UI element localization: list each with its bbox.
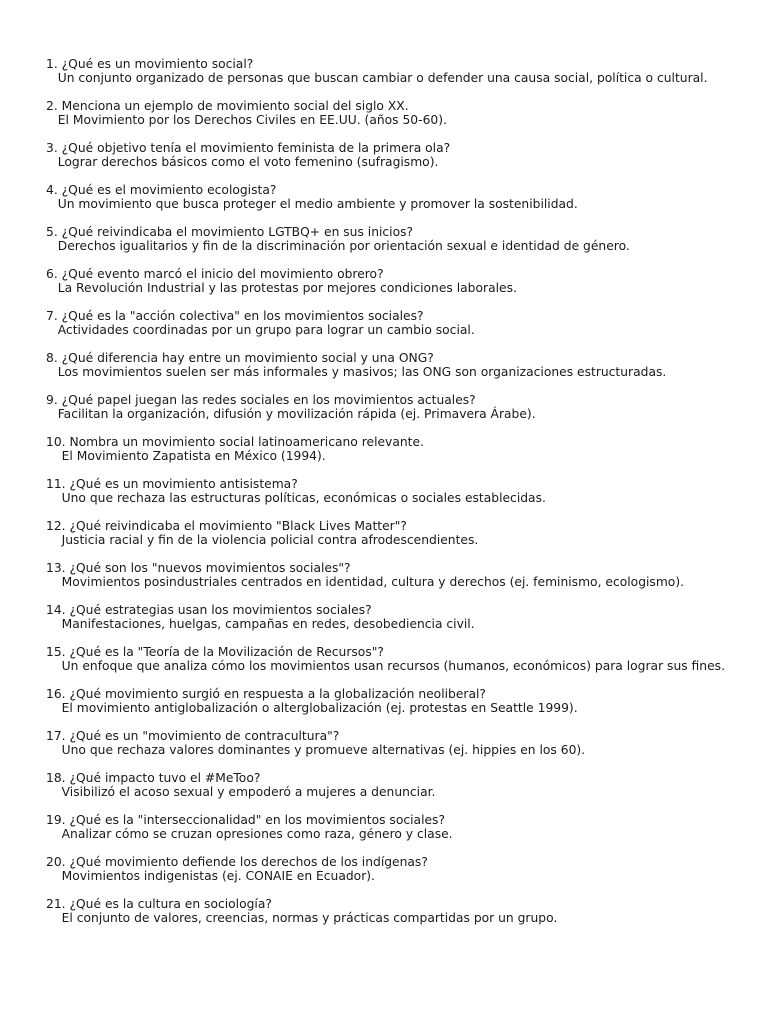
question-text: 1. ¿Qué es un movimiento social?	[46, 57, 254, 71]
qa-item-21	[46, 897, 726, 925]
qa-item-15	[46, 645, 726, 673]
question-text: 14. ¿Qué estrategias usan los movimientos sociales?	[46, 603, 372, 617]
question-text: 7. ¿Qué es la "acción colectiva" en los movimientos sociales?	[46, 309, 424, 323]
question-text: 6. ¿Qué evento marcó el inicio del movimiento obrero?	[46, 267, 384, 281]
answer-text: Uno que rechaza las estructuras políticas, económicas o sociales establecidas.	[46, 491, 546, 506]
question-text: 5. ¿Qué reivindicaba el movimiento LGTBQ+ en sus inicios?	[46, 225, 414, 239]
qa-item-2	[46, 99, 726, 127]
answer-text: Actividades coordinadas por un grupo para lograr un cambio social.	[46, 323, 475, 338]
question-text: 3. ¿Qué objetivo tenía el movimiento feminista de la primera ola?	[46, 141, 451, 155]
question-text: 20. ¿Qué movimiento defiende los derechos de los indígenas?	[46, 855, 428, 869]
qa-item-19	[46, 813, 726, 841]
qa-item-20	[46, 855, 726, 883]
answer-text: Facilitan la organización, difusión y movilización rápida (ej. Primavera Árabe).	[46, 407, 536, 422]
qa-item-18	[46, 771, 726, 799]
qa-item-8	[46, 351, 726, 379]
answer-text: El Movimiento Zapatista en México (1994).	[46, 449, 326, 464]
qa-item-3	[46, 141, 726, 169]
answer-text: Justicia racial y fin de la violencia policial contra afrodescendientes.	[46, 533, 479, 548]
answer-text: Los movimientos suelen ser más informales y masivos; las ONG son organizaciones estructuradas.	[46, 365, 667, 380]
answer-text: Lograr derechos básicos como el voto femenino (sufragismo).	[46, 155, 439, 170]
answer-text: Uno que rechaza valores dominantes y promueve alternativas (ej. hippies en los 60).	[46, 743, 586, 758]
qa-item-14	[46, 603, 726, 631]
question-text: 11. ¿Qué es un movimiento antisistema?	[46, 477, 298, 491]
answer-text: Derechos igualitarios y fin de la discriminación por orientación sexual e identidad de género.	[46, 239, 630, 254]
question-text: 15. ¿Qué es la "Teoría de la Movilización de Recursos"?	[46, 645, 384, 659]
qa-item-4	[46, 183, 726, 211]
answer-text: Analizar cómo se cruzan opresiones como raza, género y clase.	[46, 827, 453, 842]
question-text: 19. ¿Qué es la "interseccionalidad" en los movimientos sociales?	[46, 813, 445, 827]
qa-item-1	[46, 57, 726, 85]
answer-text: Manifestaciones, huelgas, campañas en redes, desobediencia civil.	[46, 617, 475, 632]
document-page	[46, 57, 726, 939]
qa-item-6	[46, 267, 726, 295]
question-text: 18. ¿Qué impacto tuvo el #MeToo?	[46, 771, 261, 785]
answer-text: La Revolución Industrial y las protestas por mejores condiciones laborales.	[46, 281, 517, 296]
answer-text: El movimiento antiglobalización o alterglobalización (ej. protestas en Seattle 1999).	[46, 701, 578, 716]
answer-text: El conjunto de valores, creencias, normas y prácticas compartidas por un grupo.	[46, 911, 558, 926]
answer-text: Visibilizó el acoso sexual y empoderó a mujeres a denunciar.	[46, 785, 436, 800]
question-text: 9. ¿Qué papel juegan las redes sociales en los movimientos actuales?	[46, 393, 476, 407]
question-text: 17. ¿Qué es un "movimiento de contracultura"?	[46, 729, 340, 743]
qa-item-7	[46, 309, 726, 337]
qa-item-16	[46, 687, 726, 715]
question-text: 4. ¿Qué es el movimiento ecologista?	[46, 183, 277, 197]
question-text: 13. ¿Qué son los "nuevos movimientos sociales"?	[46, 561, 351, 575]
qa-item-11	[46, 477, 726, 505]
qa-item-17	[46, 729, 726, 757]
qa-item-12	[46, 519, 726, 547]
qa-item-10	[46, 435, 726, 463]
question-text: 8. ¿Qué diferencia hay entre un movimiento social y una ONG?	[46, 351, 434, 365]
qa-item-5	[46, 225, 726, 253]
answer-text: Un conjunto organizado de personas que buscan cambiar o defender una causa social, política o cultural.	[46, 71, 708, 86]
question-text: 16. ¿Qué movimiento surgió en respuesta a la globalización neoliberal?	[46, 687, 486, 701]
answer-text: Un enfoque que analiza cómo los movimientos usan recursos (humanos, económicos) para lograr sus fines.	[46, 659, 725, 674]
answer-text: Movimientos indigenistas (ej. CONAIE en Ecuador).	[46, 869, 375, 884]
answer-text: Un movimiento que busca proteger el medio ambiente y promover la sostenibilidad.	[46, 197, 578, 212]
question-text: 2. Menciona un ejemplo de movimiento social del siglo XX.	[46, 99, 409, 113]
answer-text: El Movimiento por los Derechos Civiles en EE.UU. (años 50-60).	[46, 113, 447, 128]
question-text: 10. Nombra un movimiento social latinoamericano relevante.	[46, 435, 424, 449]
qa-item-9	[46, 393, 726, 421]
qa-item-13	[46, 561, 726, 589]
answer-text: Movimientos posindustriales centrados en identidad, cultura y derechos (ej. feminismo, ecologismo).	[46, 575, 685, 590]
question-text: 21. ¿Qué es la cultura en sociología?	[46, 897, 272, 911]
question-text: 12. ¿Qué reivindicaba el movimiento "Black Lives Matter"?	[46, 519, 407, 533]
